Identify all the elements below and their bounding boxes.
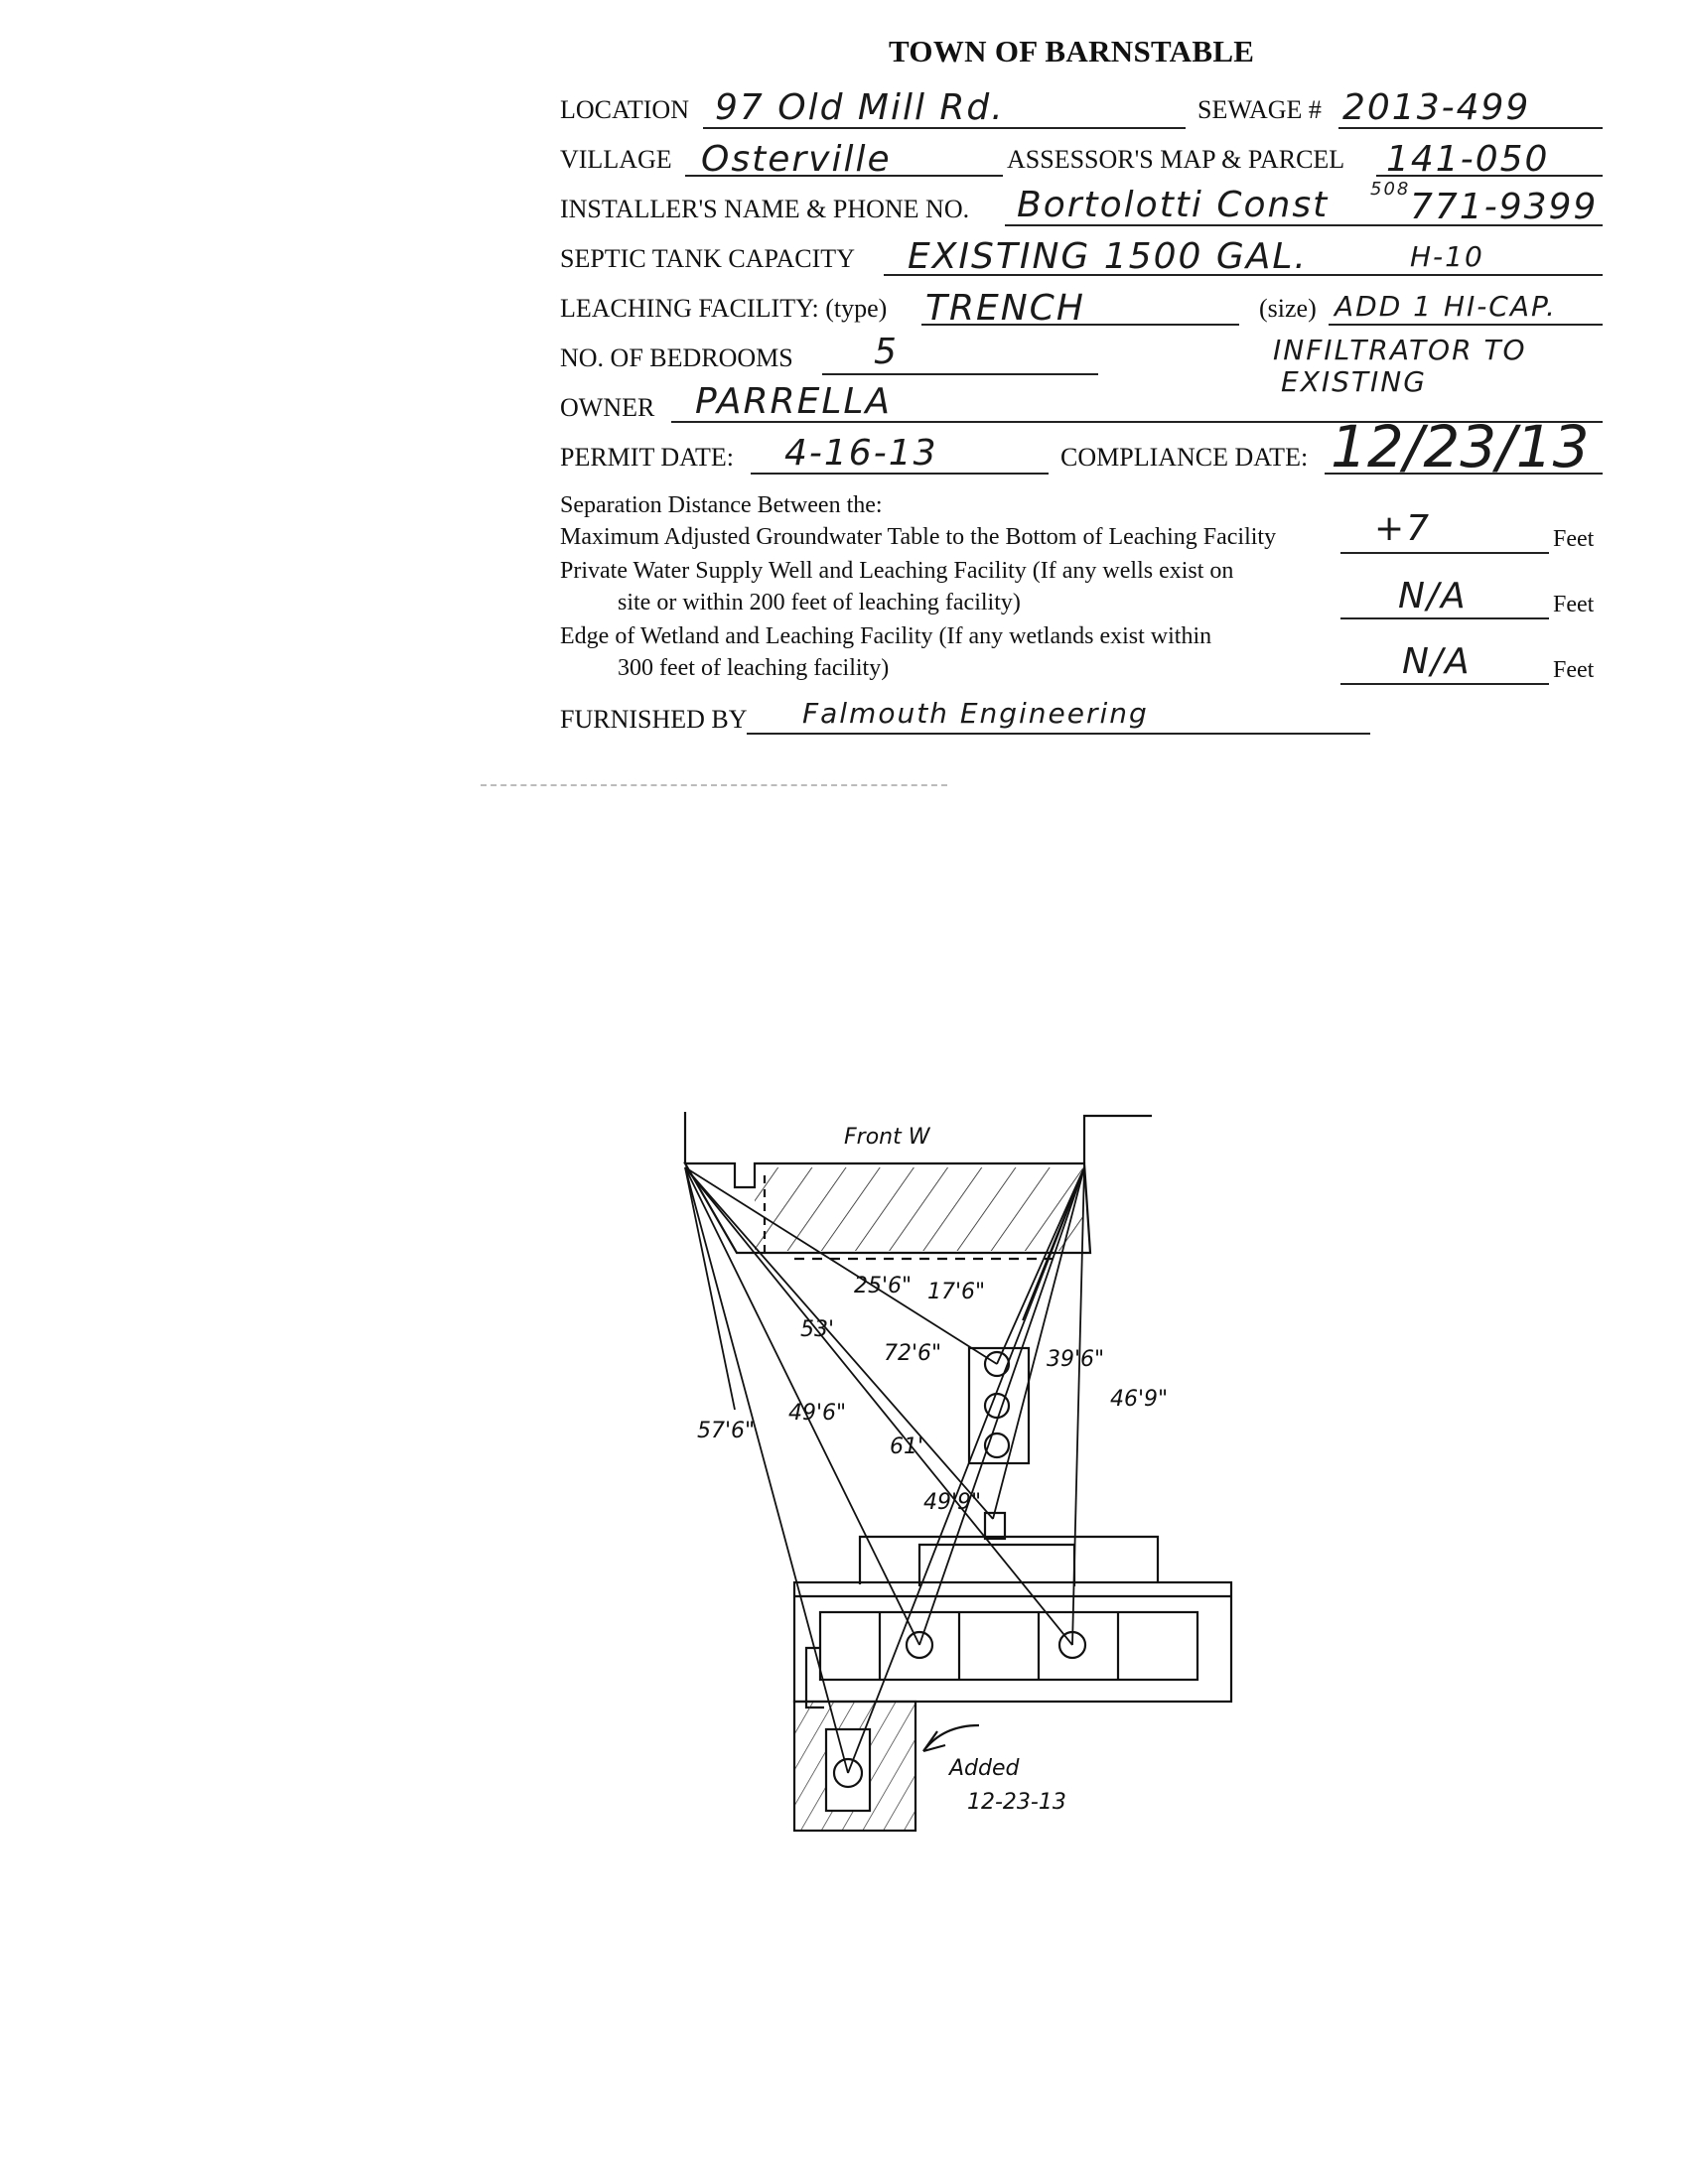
size-value-line2: INFILTRATOR TO (1273, 334, 1527, 366)
leaching-trench (794, 1582, 1231, 1702)
sketch-measure-3: 53' (800, 1317, 835, 1342)
trench-chambers (820, 1612, 1197, 1680)
location-value: 97 Old Mill Rd. (715, 87, 1005, 128)
location-label: LOCATION (560, 95, 689, 124)
right-boundary-line (1084, 1116, 1152, 1163)
form-title: TOWN OF BARNSTABLE (889, 34, 1255, 68)
village-value: Osterville (701, 139, 892, 180)
compliance-date-value: 12/23/13 (1331, 413, 1590, 480)
separation-well-text-2: site or within 200 feet of leaching facility) (618, 590, 1021, 615)
installer-area-code: 508 (1370, 179, 1411, 200)
sketch-measure-9: 61' (890, 1434, 924, 1459)
sketch-front-label: Front W (844, 1125, 930, 1150)
separation-well-value: N/A (1398, 576, 1468, 616)
bedrooms-value: 5 (874, 332, 899, 372)
size-label: (size) (1259, 294, 1317, 323)
leaching-label: LEACHING FACILITY: (type) (560, 294, 888, 323)
septic-tank (969, 1348, 1029, 1463)
separation-heading: Separation Distance Between the: (560, 492, 883, 518)
compliance-date-label: COMPLIANCE DATE: (1060, 443, 1309, 472)
separation-wetland-value: N/A (1402, 641, 1472, 682)
sketch-measure-4: 72'6" (884, 1341, 942, 1366)
separation-well-text-1: Private Water Supply Well and Leaching Facility (If any wells exist on (560, 558, 1234, 584)
assessor-label: ASSESSOR'S MAP & PARCEL (1007, 145, 1345, 174)
sketch-measure-5: 39'6" (1047, 1347, 1105, 1372)
permit-date-label: PERMIT DATE: (560, 443, 735, 472)
sketch-added-date: 12-23-13 (967, 1790, 1066, 1815)
feet-unit-1: Feet (1553, 526, 1595, 552)
sewage-value: 2013-499 (1342, 87, 1531, 128)
sketch-measure-2: 17'6" (927, 1280, 986, 1304)
sketch-measure-7: 57'6" (697, 1419, 756, 1443)
separation-groundwater-text: Maximum Adjusted Groundwater Table to the Bottom of Leaching Facility (560, 524, 1277, 550)
septic-value: EXISTING 1500 GAL. (908, 236, 1308, 277)
feet-unit-3: Feet (1553, 657, 1595, 683)
house-hatch (755, 1167, 1082, 1251)
permit-date-value: 4-16-13 (784, 433, 938, 474)
chamber-dividers (880, 1612, 1118, 1680)
feet-unit-2: Feet (1553, 592, 1595, 617)
separation-wetland-text-2: 300 feet of leaching facility) (618, 655, 890, 681)
sketch-measure-1: 25'6" (854, 1274, 913, 1298)
village-label: VILLAGE (560, 145, 672, 174)
installer-phone: 771-9399 (1410, 187, 1599, 227)
septic-label: SEPTIC TANK CAPACITY (560, 244, 855, 273)
sketch-measure-6: 46'9" (1110, 1387, 1169, 1412)
distribution-box (985, 1513, 1005, 1539)
installer-label: INSTALLER'S NAME & PHONE NO. (560, 195, 970, 223)
furnished-by-label: FURNISHED BY (560, 705, 748, 734)
sewage-label: SEWAGE # (1197, 95, 1322, 124)
owner-value: PARRELLA (695, 381, 893, 422)
leaching-value: TRENCH (925, 288, 1085, 329)
tie-lines-right (848, 1167, 1084, 1773)
sketch-measure-8: 49'6" (788, 1401, 847, 1426)
size-value: ADD 1 HI-CAP. (1335, 290, 1557, 323)
size-value-line3: EXISTING (1281, 365, 1427, 398)
separation-groundwater-value: +7 (1374, 508, 1432, 549)
sketch-added-label: Added (949, 1756, 1020, 1781)
furnished-by-value: Falmouth Engineering (802, 697, 1149, 730)
assessor-value: 141-050 (1386, 139, 1550, 180)
installer-value: Bortolotti Const (1017, 185, 1330, 225)
bedrooms-label: NO. OF BEDROOMS (560, 343, 793, 372)
sketch-measure-10: 49'9" (923, 1490, 982, 1515)
owner-label: OWNER (560, 393, 655, 422)
separation-wetland-text-1: Edge of Wetland and Leaching Facility (If any wetlands exist within (560, 623, 1212, 649)
septic-note: H-10 (1410, 240, 1484, 273)
